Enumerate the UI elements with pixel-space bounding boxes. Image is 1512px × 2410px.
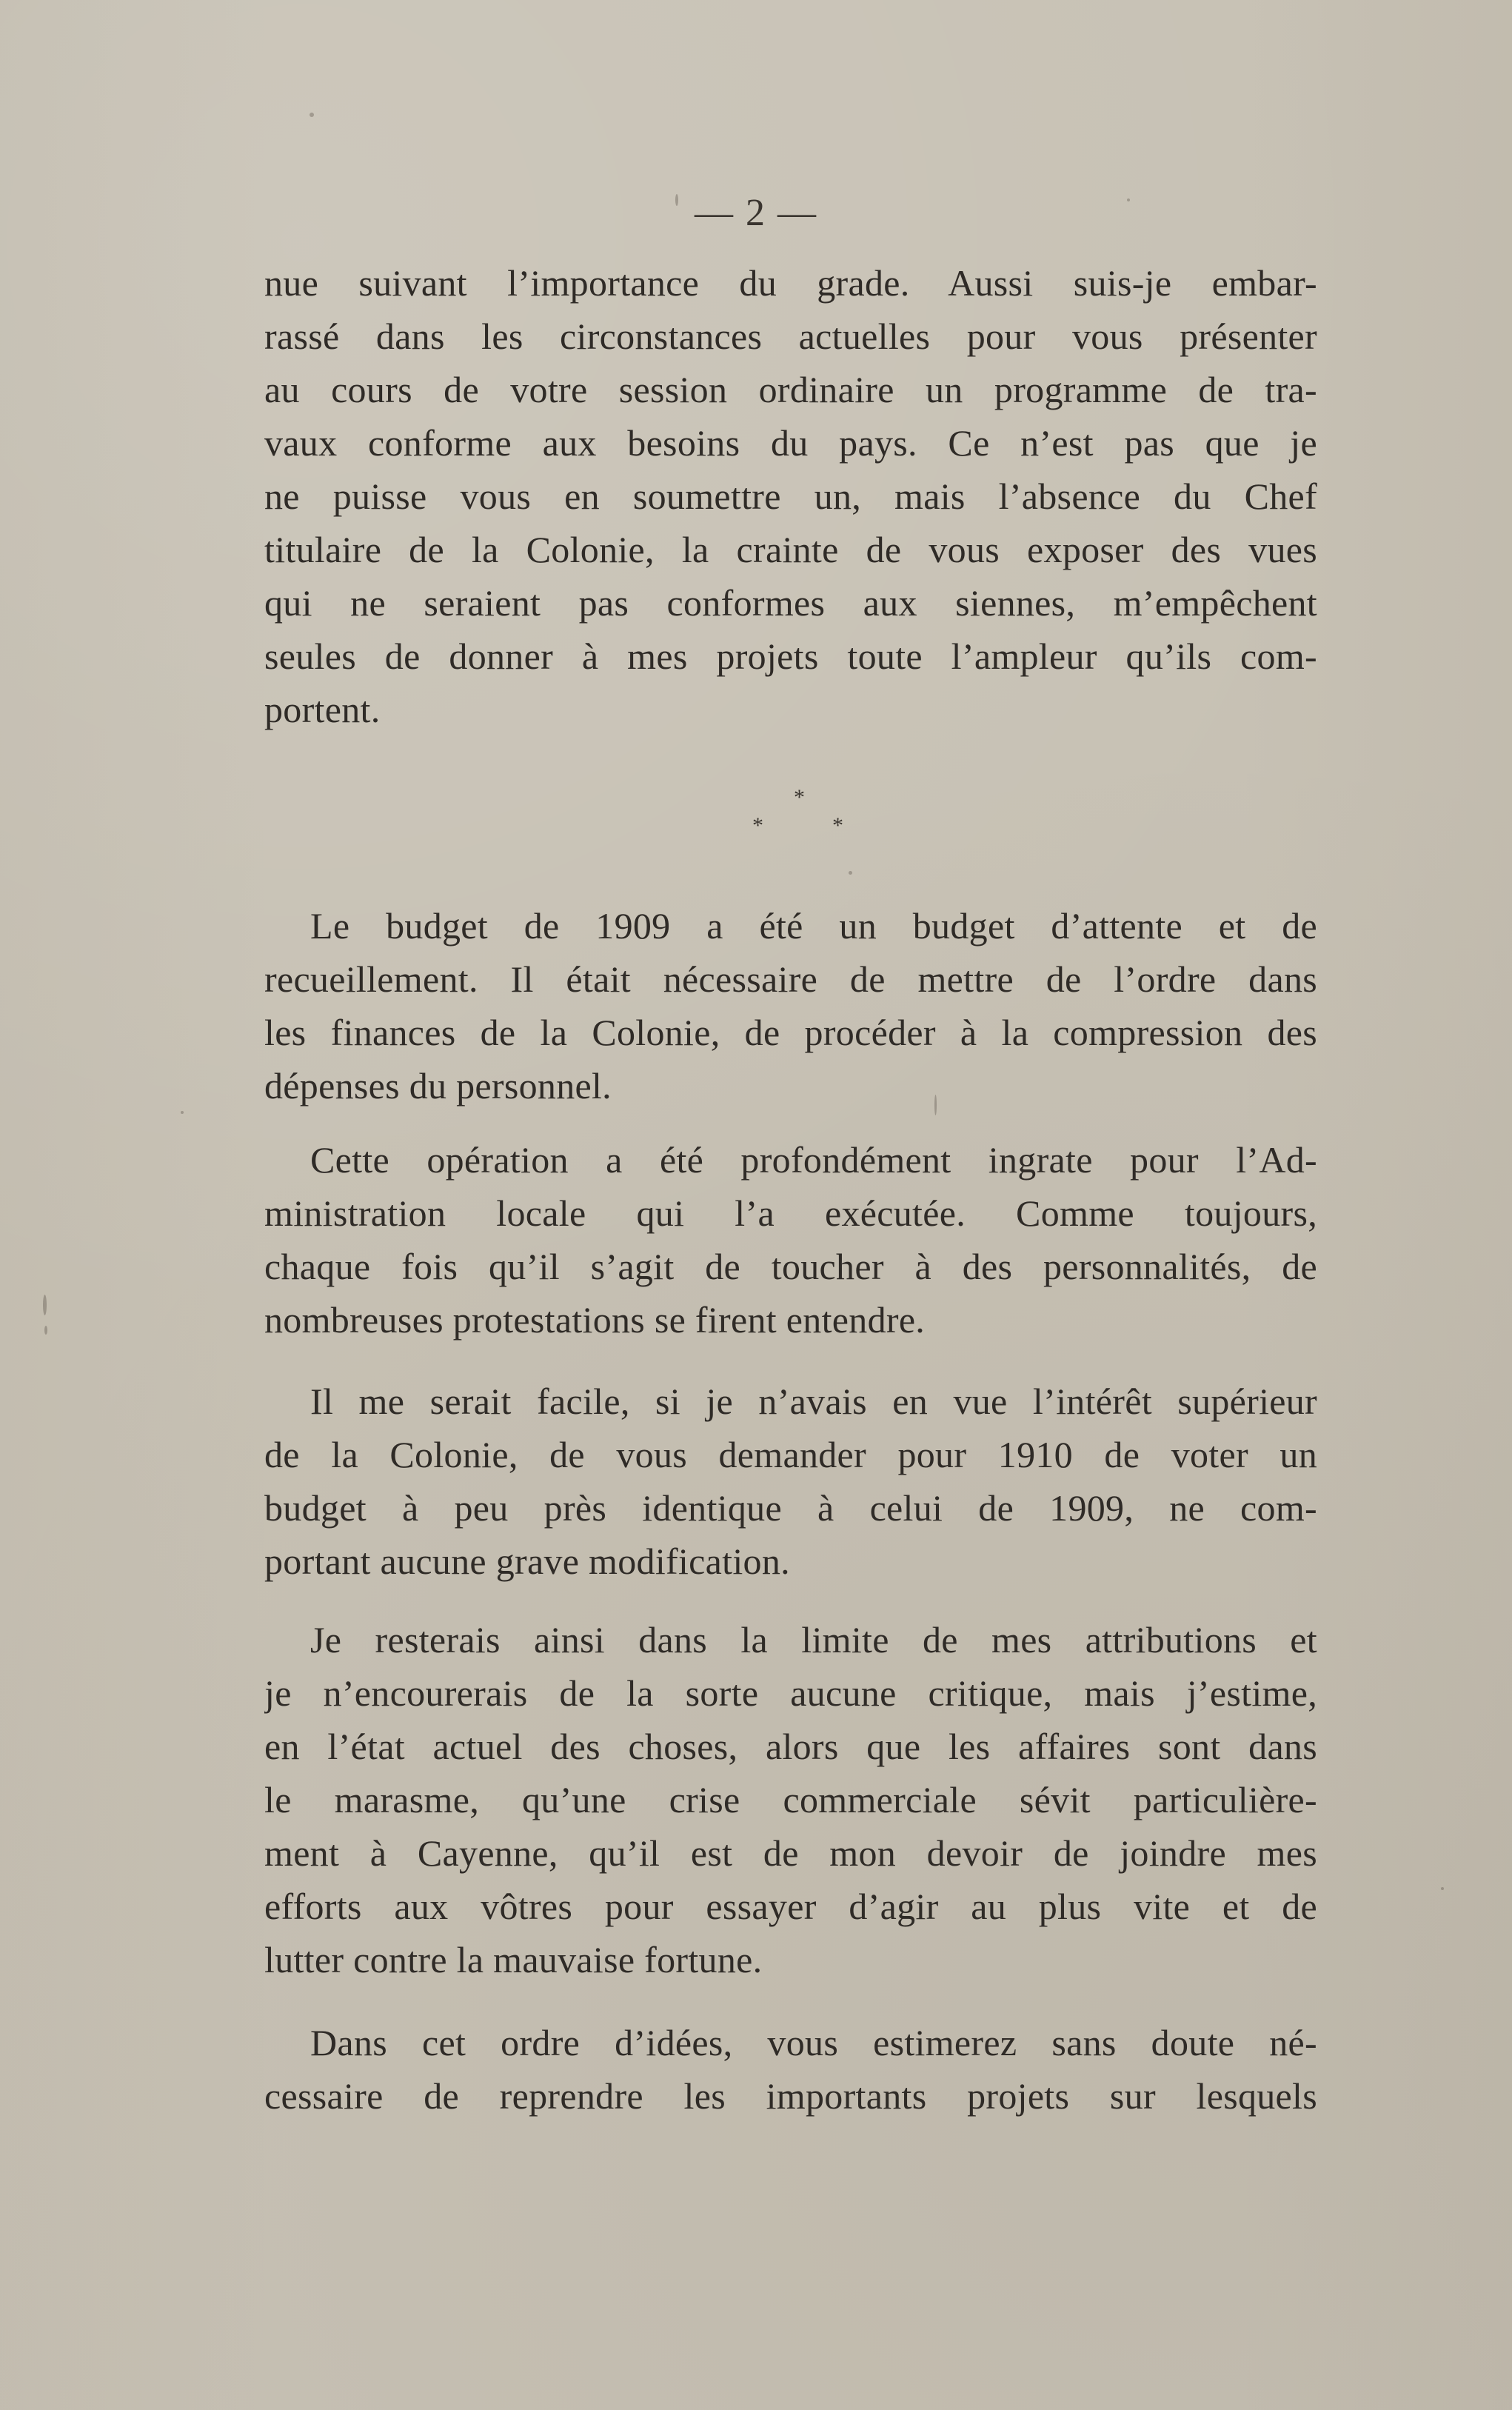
text-line: qui ne seraient pas conformes aux siennes, m’empêchent [264, 582, 1317, 624]
text-line: Je resterais ainsi dans la limite de mes attributions et [310, 1619, 1317, 1660]
paper-speck [1441, 1887, 1444, 1890]
paragraph-budget-1910 [264, 1375, 1317, 1588]
paper-speck [849, 871, 852, 875]
text-line: seules de donner à mes projets toute l’ampleur qu’ils com- [264, 635, 1317, 677]
asterism-star: * [832, 813, 843, 838]
section-asterism [0, 785, 1512, 852]
text-line: recueillement. Il était nécessaire de mettre de l’ordre dans [264, 958, 1317, 1000]
paragraph-attributions [264, 1613, 1317, 1986]
text-line: au cours de votre session ordinaire un programme de tra- [264, 369, 1317, 410]
text-line: le marasme, qu’une crise commerciale sévit particulière- [264, 1779, 1317, 1820]
text-line: Il me serait facile, si je n’avais en vue l’intérêt supérieur [310, 1381, 1317, 1422]
text-line: vaux conforme aux besoins du pays. Ce n’est pas que je [264, 422, 1317, 464]
text-line: de la Colonie, de vous demander pour 1910 de voter un [264, 1434, 1317, 1475]
text-line: ne puisse vous en soumettre un, mais l’absence du Chef [264, 475, 1317, 517]
page-number: — 2 — [695, 192, 817, 234]
text-line: budget à peu près identique à celui de 1909, ne com- [264, 1487, 1317, 1529]
paragraph-operation [264, 1133, 1317, 1346]
text-line: dépenses du personnel. [264, 1065, 612, 1106]
text-line: Dans cet ordre d’idées, vous estimerez sans doute né- [310, 2022, 1317, 2063]
text-line: nombreuses protestations se firent entendre. [264, 1299, 926, 1341]
text-line: chaque fois qu’il s’agit de toucher à des personnalités, de [264, 1246, 1317, 1287]
asterism-star: * [752, 813, 763, 838]
paragraph-continuation [264, 256, 1317, 736]
paragraph-projects [264, 2016, 1317, 2123]
paragraph-budget-1909 [264, 899, 1317, 1112]
text-line: ministration locale qui l’a exécutée. Comme toujours, [264, 1192, 1317, 1234]
text-line: cessaire de reprendre les importants projets sur lesquels [264, 2075, 1317, 2117]
text-line: lutter contre la mauvaise fortune. [264, 1939, 763, 1980]
text-line: Cette opération a été profondément ingrate pour l’Ad- [310, 1139, 1317, 1181]
asterism-star: * [794, 785, 805, 810]
text-line: je n’encourerais de la sorte aucune critique, mais j’estime, [264, 1672, 1317, 1714]
text-line: Le budget de 1909 a été un budget d’attente et de [310, 905, 1317, 947]
paper-speck [181, 1111, 184, 1114]
text-line: efforts aux vôtres pour essayer d’agir au plus vite et de [264, 1886, 1317, 1927]
text-line: titulaire de la Colonie, la crainte de vous exposer des vues [264, 529, 1317, 570]
paper-speck [310, 113, 314, 117]
text-line: en l’état actuel des choses, alors que les affaires sont dans [264, 1726, 1317, 1767]
text-line: les finances de la Colonie, de procéder à la compression des [264, 1012, 1317, 1053]
paper-speck [44, 1326, 47, 1335]
text-line: portant aucune grave modification. [264, 1541, 790, 1582]
paper-speck [43, 1295, 47, 1315]
text-line: portent. [264, 689, 381, 730]
text-line: nue suivant l’importance du grade. Aussi suis-je embar- [264, 262, 1317, 304]
text-line: rassé dans les circonstances actuelles pour vous présenter [264, 316, 1317, 357]
text-line: ment à Cayenne, qu’il est de mon devoir de joindre mes [264, 1832, 1317, 1874]
